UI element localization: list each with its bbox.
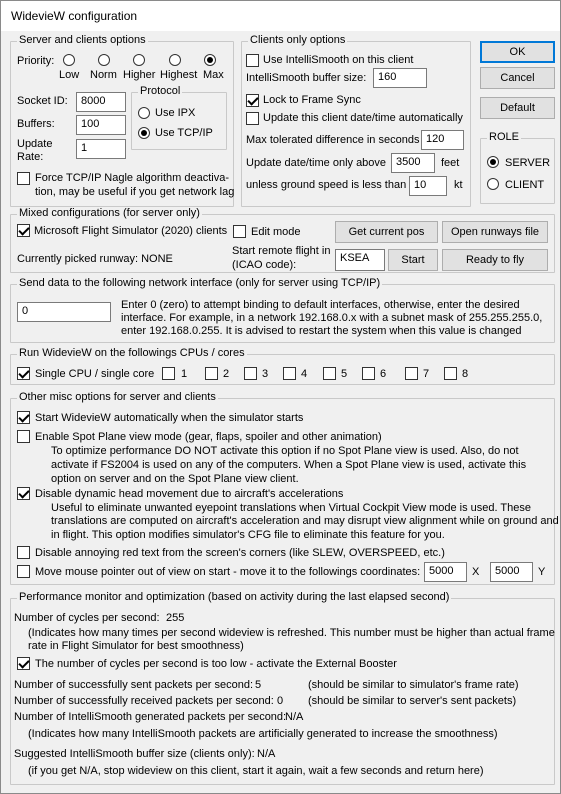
mouse-y-input[interactable]: 5000 bbox=[490, 562, 533, 582]
mouse-x-label: X bbox=[472, 566, 480, 578]
mouse-move-label: Move mouse pointer out of view on start - move it to the followings coordinates: bbox=[35, 566, 421, 578]
msfs-label: Microsoft Flight Simulator (2020) clients bbox=[34, 225, 228, 237]
network-desc-3: enter 192.168.0.255. It is advised to restart the system when this value is changed bbox=[121, 325, 522, 337]
generated-note: (Indicates how many IntelliSmooth packets are artificially generated to increase the smoothness) bbox=[28, 728, 498, 740]
network-desc-1: Enter 0 (zero) to attempt binding to default interfaces, otherwise, enter the desired bbox=[121, 299, 520, 311]
update-above-label: Update date/time only above bbox=[246, 157, 387, 169]
generated-value: N/A bbox=[285, 711, 304, 723]
update-rate-label-2: Rate: bbox=[17, 151, 44, 163]
network-interface-input[interactable]: 0 bbox=[17, 302, 111, 322]
priority-low-label: Low bbox=[59, 69, 80, 81]
nagle-label-2: tion, may be useful if you get network lag bbox=[35, 186, 235, 198]
red-text-checkbox[interactable] bbox=[17, 546, 30, 559]
open-runways-button[interactable]: Open runways file bbox=[442, 221, 548, 243]
buffer-size-input[interactable]: 160 bbox=[373, 68, 427, 88]
update-rate-label-1: Update bbox=[17, 138, 53, 150]
get-pos-button[interactable]: Get current pos bbox=[335, 221, 438, 243]
spot-note-3: option on server and on the Spot Plane view client. bbox=[51, 473, 299, 485]
spot-note-2: activate if FS2004 is used on any of the computers. When a Spot Plane view is used, activate this bbox=[51, 459, 527, 471]
priority-low-radio[interactable] bbox=[63, 54, 75, 66]
icao-input[interactable]: KSEA bbox=[335, 249, 385, 271]
kt-label: kt bbox=[454, 179, 463, 191]
cycles-note-1: (Indicates how many times per second wideview is refreshed. This number must be higher than actual frame bbox=[28, 627, 555, 639]
use-tcpip-radio[interactable] bbox=[138, 127, 150, 139]
role-client-label: CLIENT bbox=[505, 179, 545, 191]
lock-frame-checkbox[interactable] bbox=[246, 94, 259, 107]
mouse-x-input[interactable]: 5000 bbox=[424, 562, 467, 582]
priority-norm-label: Norm bbox=[90, 69, 117, 81]
priority-max-label: Max bbox=[203, 69, 224, 81]
core-7-label: 7 bbox=[423, 368, 430, 380]
core-5-label: 5 bbox=[341, 368, 348, 380]
max-diff-label: Max tolerated difference in seconds bbox=[246, 134, 420, 146]
sent-label: Number of successfully sent packets per second: bbox=[14, 679, 254, 691]
suggested-note: (if you get N/A, stop wideview on this client, start it again, wait a few seconds and return here) bbox=[28, 765, 484, 777]
priority-label: Priority: bbox=[17, 55, 55, 67]
ground-speed-input[interactable]: 10 bbox=[409, 176, 447, 196]
perf-legend: Performance monitor and optimization (based on activity during the last elapsed second) bbox=[19, 591, 450, 603]
max-diff-input[interactable]: 120 bbox=[421, 130, 464, 150]
core-8-checkbox[interactable] bbox=[444, 367, 457, 380]
ok-button[interactable]: OK bbox=[480, 41, 555, 63]
mouse-y-label: Y bbox=[538, 566, 546, 578]
role-group bbox=[480, 131, 555, 204]
window-title: WidevieW configuration bbox=[11, 9, 138, 23]
auto-start-label: Start WidevieW automatically when the simulator starts bbox=[35, 412, 304, 424]
start-button[interactable]: Start bbox=[388, 249, 438, 271]
update-datetime-checkbox[interactable] bbox=[246, 112, 259, 125]
suggested-value: N/A bbox=[257, 748, 276, 760]
network-legend: Send data to the following network interface (only for server using TCP/IP) bbox=[19, 277, 381, 289]
ready-to-fly-button[interactable]: Ready to fly bbox=[442, 249, 548, 271]
priority-highest-radio[interactable] bbox=[169, 54, 181, 66]
msfs-checkbox[interactable] bbox=[17, 224, 30, 237]
head-move-checkbox[interactable] bbox=[17, 487, 30, 500]
protocol-legend: Protocol bbox=[140, 85, 181, 97]
core-7-checkbox[interactable] bbox=[405, 367, 418, 380]
buffer-size-label: IntelliSmooth buffer size: bbox=[246, 72, 367, 84]
core-4-checkbox[interactable] bbox=[283, 367, 296, 380]
use-ipx-label: Use IPX bbox=[155, 107, 196, 119]
intellismooth-checkbox[interactable] bbox=[246, 54, 259, 67]
edit-mode-label: Edit mode bbox=[251, 226, 301, 238]
ground-speed-label: unless ground speed is less than bbox=[246, 179, 407, 191]
update-above-input[interactable]: 3500 bbox=[391, 153, 435, 173]
protocol-group bbox=[131, 85, 227, 150]
head-note-2: translations are computed on aircraft's acceleration and may disrupt view alignment while on ground and bbox=[51, 515, 559, 527]
server-clients-legend: Server and clients options bbox=[19, 34, 146, 46]
cancel-button[interactable]: Cancel bbox=[480, 67, 555, 89]
suggested-label: Suggested IntelliSmooth buffer size (clients only): bbox=[14, 748, 255, 760]
edit-mode-checkbox[interactable] bbox=[233, 225, 246, 238]
head-note-3: in flight. This option modifies simulator's CFG file to eliminate this feature for you. bbox=[51, 529, 445, 541]
head-note-1: Useful to eliminate unwanted eyepoint translations when Virtual Cockpit View mode is used. These bbox=[51, 502, 531, 514]
core-3-checkbox[interactable] bbox=[244, 367, 257, 380]
sent-value: 5 bbox=[255, 679, 262, 691]
priority-norm-radio[interactable] bbox=[98, 54, 110, 66]
generated-label: Number of IntelliSmooth generated packets per second: bbox=[14, 711, 287, 723]
core-8-label: 8 bbox=[462, 368, 469, 380]
cycles-value: 255 bbox=[166, 612, 185, 624]
clients-only-legend: Clients only options bbox=[250, 34, 346, 46]
title-bar bbox=[1, 1, 560, 31]
picked-runway-label: Currently picked runway: NONE bbox=[17, 253, 173, 265]
core-3-label: 3 bbox=[262, 368, 269, 380]
spot-plane-checkbox[interactable] bbox=[17, 430, 30, 443]
role-client-radio[interactable] bbox=[487, 178, 499, 190]
priority-highest-label: Highest bbox=[160, 69, 198, 81]
recv-label: Number of successfully received packets per second: bbox=[14, 695, 274, 707]
use-tcpip-label: Use TCP/IP bbox=[155, 127, 213, 139]
head-move-label: Disable dynamic head movement due to aircraft's accelerations bbox=[35, 488, 344, 500]
priority-higher-label: Higher bbox=[123, 69, 156, 81]
recv-note: (should be similar to server's sent packets) bbox=[308, 695, 517, 707]
core-1-label: 1 bbox=[181, 368, 188, 380]
role-server-radio[interactable] bbox=[487, 156, 499, 168]
feet-label: feet bbox=[441, 157, 460, 169]
booster-label: The number of cycles per second is too low - activate the External Booster bbox=[35, 658, 397, 670]
mixed-legend: Mixed configurations (for server only) bbox=[19, 207, 200, 219]
update-datetime-label: Update this client date/time automatically bbox=[263, 112, 463, 124]
spot-plane-label: Enable Spot Plane view mode (gear, flaps, spoiler and other animation) bbox=[35, 431, 382, 443]
recv-value: 0 bbox=[277, 695, 284, 707]
use-ipx-radio[interactable] bbox=[138, 107, 150, 119]
cycles-label: Number of cycles per second: bbox=[14, 612, 160, 624]
network-desc-2: interface. For example, in a network 192.168.0.x with a subnet mask of 255.255.255.0, bbox=[121, 312, 543, 324]
default-button[interactable]: Default bbox=[480, 97, 555, 119]
single-cpu-checkbox[interactable] bbox=[17, 367, 30, 380]
core-2-label: 2 bbox=[223, 368, 230, 380]
buffers-label: Buffers: bbox=[17, 118, 55, 130]
update-rate-input[interactable]: 1 bbox=[76, 139, 126, 159]
misc-legend: Other misc options for server and clients bbox=[19, 391, 216, 403]
red-text-label: Disable annoying red text from the screen's corners (like SLEW, OVERSPEED, etc.) bbox=[35, 547, 445, 559]
core-1-checkbox[interactable] bbox=[162, 367, 175, 380]
lock-frame-label: Lock to Frame Sync bbox=[263, 94, 361, 106]
cycles-note-2: rate in Flight Simulator for best smoothness) bbox=[28, 640, 244, 652]
core-2-checkbox[interactable] bbox=[205, 367, 218, 380]
auto-start-checkbox[interactable] bbox=[17, 411, 30, 424]
start-remote-label-2: (ICAO code): bbox=[232, 259, 297, 271]
buffers-input[interactable]: 100 bbox=[76, 115, 126, 135]
booster-checkbox[interactable] bbox=[17, 657, 30, 670]
core-5-checkbox[interactable] bbox=[323, 367, 336, 380]
core-6-label: 6 bbox=[380, 368, 387, 380]
role-server-label: SERVER bbox=[505, 157, 551, 169]
priority-higher-radio[interactable] bbox=[133, 54, 145, 66]
cpus-legend: Run WidevieW on the followings CPUs / cores bbox=[19, 347, 245, 359]
intellismooth-label: Use IntelliSmooth on this client bbox=[263, 54, 414, 66]
nagle-label-1: Force TCP/IP Nagle algorithm deactiva- bbox=[35, 172, 230, 184]
start-remote-label-1: Start remote flight in bbox=[232, 245, 331, 257]
priority-max-radio[interactable] bbox=[204, 54, 216, 66]
core-6-checkbox[interactable] bbox=[362, 367, 375, 380]
nagle-checkbox[interactable] bbox=[17, 172, 30, 185]
role-legend: ROLE bbox=[489, 131, 519, 143]
spot-note-1: To optimize performance DO NOT activate this option if no Spot Plane view is used. Also, do not bbox=[51, 445, 519, 457]
socket-id-input[interactable]: 8000 bbox=[76, 92, 126, 112]
single-cpu-label: Single CPU / single core bbox=[35, 368, 155, 380]
core-4-label: 4 bbox=[301, 368, 308, 380]
mouse-move-checkbox[interactable] bbox=[17, 565, 30, 578]
sent-note: (should be similar to simulator's frame rate) bbox=[308, 679, 519, 691]
socket-id-label: Socket ID: bbox=[17, 95, 68, 107]
